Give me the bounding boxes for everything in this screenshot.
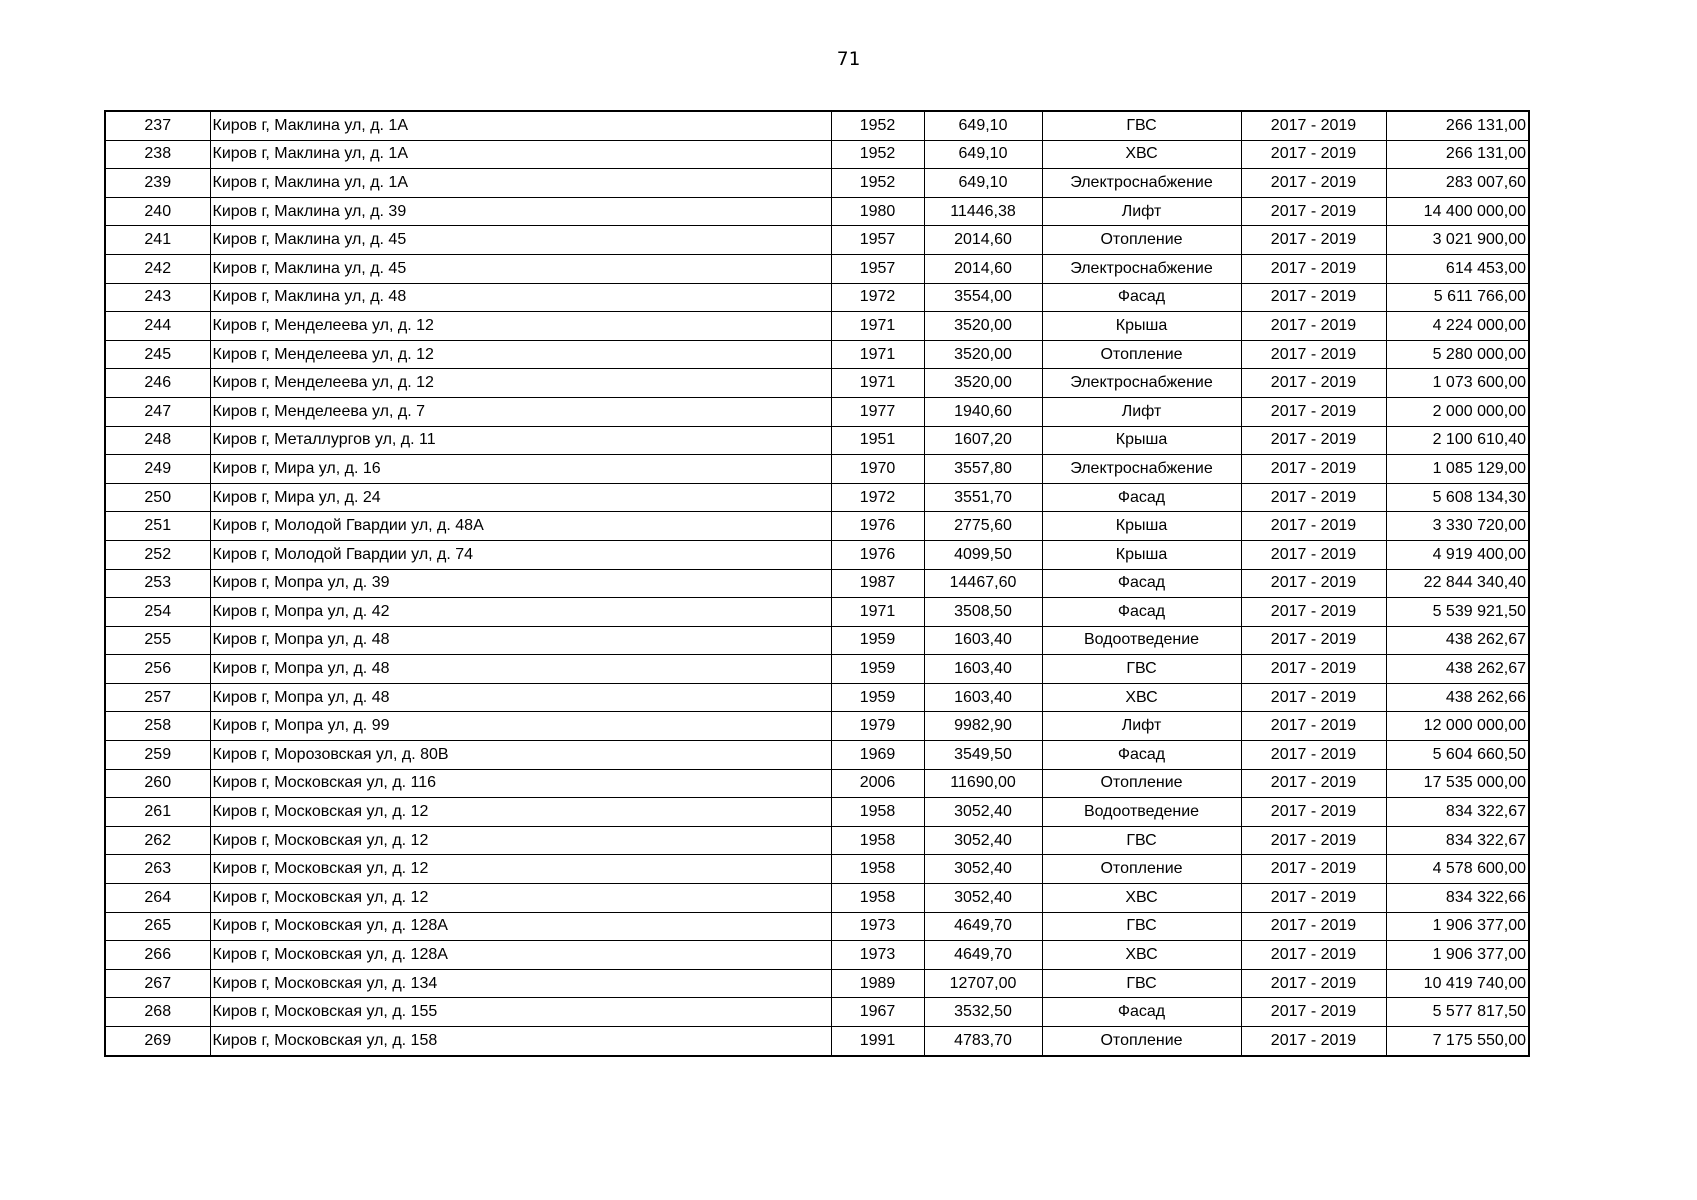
cost-cell: 1 906 377,00 bbox=[1386, 941, 1529, 970]
address-cell: Киров г, Маклина ул, д. 39 bbox=[210, 197, 831, 226]
build-year-cell: 1972 bbox=[831, 483, 924, 512]
address-cell: Киров г, Мопра ул, д. 99 bbox=[210, 712, 831, 741]
address-cell: Киров г, Морозовская ул, д. 80В bbox=[210, 741, 831, 770]
work-type-cell: ГВС bbox=[1042, 912, 1241, 941]
build-year-cell: 1971 bbox=[831, 312, 924, 341]
area-cell: 4099,50 bbox=[924, 540, 1042, 569]
row-number-cell: 252 bbox=[105, 540, 210, 569]
period-cell: 2017 - 2019 bbox=[1241, 998, 1386, 1027]
build-year-cell: 1958 bbox=[831, 884, 924, 913]
address-cell: Киров г, Московская ул, д. 134 bbox=[210, 969, 831, 998]
table-row bbox=[105, 397, 1529, 426]
period-cell: 2017 - 2019 bbox=[1241, 426, 1386, 455]
row-number-cell: 253 bbox=[105, 569, 210, 598]
work-type-cell: Крыша bbox=[1042, 312, 1241, 341]
period-cell: 2017 - 2019 bbox=[1241, 769, 1386, 798]
work-type-cell: Отопление bbox=[1042, 226, 1241, 255]
table-row bbox=[105, 197, 1529, 226]
cost-cell: 1 085 129,00 bbox=[1386, 455, 1529, 484]
work-type-cell: Отопление bbox=[1042, 855, 1241, 884]
period-cell: 2017 - 2019 bbox=[1241, 912, 1386, 941]
row-number-cell: 260 bbox=[105, 769, 210, 798]
build-year-cell: 1958 bbox=[831, 826, 924, 855]
cost-cell: 283 007,60 bbox=[1386, 169, 1529, 198]
area-cell: 1603,40 bbox=[924, 626, 1042, 655]
table-row bbox=[105, 798, 1529, 827]
work-type-cell: Электроснабжение bbox=[1042, 369, 1241, 398]
area-cell: 649,10 bbox=[924, 169, 1042, 198]
page-number: 71 bbox=[837, 48, 860, 70]
row-number-cell: 237 bbox=[105, 111, 210, 140]
area-cell: 649,10 bbox=[924, 140, 1042, 169]
cost-cell: 438 262,66 bbox=[1386, 683, 1529, 712]
area-cell: 14467,60 bbox=[924, 569, 1042, 598]
row-number-cell: 267 bbox=[105, 969, 210, 998]
period-cell: 2017 - 2019 bbox=[1241, 884, 1386, 913]
address-cell: Киров г, Маклина ул, д. 45 bbox=[210, 226, 831, 255]
table-row bbox=[105, 712, 1529, 741]
cost-cell: 5 611 766,00 bbox=[1386, 283, 1529, 312]
period-cell: 2017 - 2019 bbox=[1241, 1027, 1386, 1056]
build-year-cell: 1976 bbox=[831, 540, 924, 569]
period-cell: 2017 - 2019 bbox=[1241, 712, 1386, 741]
table-row bbox=[105, 598, 1529, 627]
address-cell: Киров г, Московская ул, д. 128А bbox=[210, 941, 831, 970]
period-cell: 2017 - 2019 bbox=[1241, 941, 1386, 970]
table-row bbox=[105, 884, 1529, 913]
build-year-cell: 1980 bbox=[831, 197, 924, 226]
address-cell: Киров г, Мопра ул, д. 48 bbox=[210, 683, 831, 712]
period-cell: 2017 - 2019 bbox=[1241, 340, 1386, 369]
area-cell: 11446,38 bbox=[924, 197, 1042, 226]
row-number-cell: 262 bbox=[105, 826, 210, 855]
address-cell: Киров г, Мопра ул, д. 48 bbox=[210, 626, 831, 655]
area-cell: 3551,70 bbox=[924, 483, 1042, 512]
table-row bbox=[105, 226, 1529, 255]
build-year-cell: 1976 bbox=[831, 512, 924, 541]
work-type-cell: Электроснабжение bbox=[1042, 254, 1241, 283]
period-cell: 2017 - 2019 bbox=[1241, 569, 1386, 598]
area-cell: 3520,00 bbox=[924, 312, 1042, 341]
table-row bbox=[105, 998, 1529, 1027]
area-cell: 4649,70 bbox=[924, 912, 1042, 941]
cost-cell: 5 608 134,30 bbox=[1386, 483, 1529, 512]
table-row bbox=[105, 1027, 1529, 1056]
work-type-cell: Электроснабжение bbox=[1042, 455, 1241, 484]
cost-cell: 2 000 000,00 bbox=[1386, 397, 1529, 426]
area-cell: 2014,60 bbox=[924, 226, 1042, 255]
cost-cell: 834 322,66 bbox=[1386, 884, 1529, 913]
row-number-cell: 263 bbox=[105, 855, 210, 884]
period-cell: 2017 - 2019 bbox=[1241, 283, 1386, 312]
table-row bbox=[105, 512, 1529, 541]
area-cell: 1940,60 bbox=[924, 397, 1042, 426]
period-cell: 2017 - 2019 bbox=[1241, 397, 1386, 426]
period-cell: 2017 - 2019 bbox=[1241, 197, 1386, 226]
address-cell: Киров г, Маклина ул, д. 1А bbox=[210, 169, 831, 198]
address-cell: Киров г, Мопра ул, д. 48 bbox=[210, 655, 831, 684]
work-type-cell: Фасад bbox=[1042, 483, 1241, 512]
address-cell: Киров г, Молодой Гвардии ул, д. 74 bbox=[210, 540, 831, 569]
period-cell: 2017 - 2019 bbox=[1241, 798, 1386, 827]
period-cell: 2017 - 2019 bbox=[1241, 683, 1386, 712]
cost-cell: 3 021 900,00 bbox=[1386, 226, 1529, 255]
cost-cell: 17 535 000,00 bbox=[1386, 769, 1529, 798]
row-number-cell: 238 bbox=[105, 140, 210, 169]
work-type-cell: Крыша bbox=[1042, 512, 1241, 541]
area-cell: 3520,00 bbox=[924, 369, 1042, 398]
work-type-cell: Отопление bbox=[1042, 340, 1241, 369]
address-cell: Киров г, Менделеева ул, д. 12 bbox=[210, 340, 831, 369]
table-row bbox=[105, 941, 1529, 970]
cost-cell: 438 262,67 bbox=[1386, 655, 1529, 684]
row-number-cell: 243 bbox=[105, 283, 210, 312]
row-number-cell: 242 bbox=[105, 254, 210, 283]
build-year-cell: 1973 bbox=[831, 941, 924, 970]
table-row bbox=[105, 426, 1529, 455]
area-cell: 3508,50 bbox=[924, 598, 1042, 627]
work-type-cell: Отопление bbox=[1042, 1027, 1241, 1056]
cost-cell: 4 224 000,00 bbox=[1386, 312, 1529, 341]
area-cell: 3549,50 bbox=[924, 741, 1042, 770]
build-year-cell: 1971 bbox=[831, 340, 924, 369]
build-year-cell: 1977 bbox=[831, 397, 924, 426]
row-number-cell: 265 bbox=[105, 912, 210, 941]
table-row bbox=[105, 254, 1529, 283]
address-cell: Киров г, Московская ул, д. 128А bbox=[210, 912, 831, 941]
period-cell: 2017 - 2019 bbox=[1241, 483, 1386, 512]
table-row bbox=[105, 855, 1529, 884]
area-cell: 2014,60 bbox=[924, 254, 1042, 283]
period-cell: 2017 - 2019 bbox=[1241, 254, 1386, 283]
cost-cell: 5 577 817,50 bbox=[1386, 998, 1529, 1027]
address-cell: Киров г, Мира ул, д. 24 bbox=[210, 483, 831, 512]
period-cell: 2017 - 2019 bbox=[1241, 855, 1386, 884]
period-cell: 2017 - 2019 bbox=[1241, 369, 1386, 398]
area-cell: 1603,40 bbox=[924, 683, 1042, 712]
area-cell: 3052,40 bbox=[924, 798, 1042, 827]
build-year-cell: 1959 bbox=[831, 626, 924, 655]
area-cell: 9982,90 bbox=[924, 712, 1042, 741]
area-cell: 1607,20 bbox=[924, 426, 1042, 455]
area-cell: 3554,00 bbox=[924, 283, 1042, 312]
work-type-cell: Фасад bbox=[1042, 741, 1241, 770]
cost-cell: 614 453,00 bbox=[1386, 254, 1529, 283]
table-row bbox=[105, 340, 1529, 369]
row-number-cell: 268 bbox=[105, 998, 210, 1027]
work-type-cell: ХВС bbox=[1042, 941, 1241, 970]
area-cell: 4783,70 bbox=[924, 1027, 1042, 1056]
address-cell: Киров г, Мопра ул, д. 42 bbox=[210, 598, 831, 627]
area-cell: 649,10 bbox=[924, 111, 1042, 140]
work-type-cell: Фасад bbox=[1042, 569, 1241, 598]
work-type-cell: ХВС bbox=[1042, 140, 1241, 169]
work-type-cell: ХВС bbox=[1042, 884, 1241, 913]
period-cell: 2017 - 2019 bbox=[1241, 655, 1386, 684]
address-cell: Киров г, Менделеева ул, д. 12 bbox=[210, 312, 831, 341]
row-number-cell: 245 bbox=[105, 340, 210, 369]
area-cell: 3052,40 bbox=[924, 884, 1042, 913]
row-number-cell: 257 bbox=[105, 683, 210, 712]
cost-cell: 3 330 720,00 bbox=[1386, 512, 1529, 541]
row-number-cell: 261 bbox=[105, 798, 210, 827]
table-row bbox=[105, 769, 1529, 798]
address-cell: Киров г, Мопра ул, д. 39 bbox=[210, 569, 831, 598]
build-year-cell: 1951 bbox=[831, 426, 924, 455]
cost-cell: 5 604 660,50 bbox=[1386, 741, 1529, 770]
table-row bbox=[105, 369, 1529, 398]
cost-cell: 5 280 000,00 bbox=[1386, 340, 1529, 369]
period-cell: 2017 - 2019 bbox=[1241, 598, 1386, 627]
cost-cell: 834 322,67 bbox=[1386, 798, 1529, 827]
build-year-cell: 1989 bbox=[831, 969, 924, 998]
work-type-cell: Водоотведение bbox=[1042, 798, 1241, 827]
table-row bbox=[105, 912, 1529, 941]
table-row bbox=[105, 683, 1529, 712]
work-type-cell: Крыша bbox=[1042, 426, 1241, 455]
build-year-cell: 2006 bbox=[831, 769, 924, 798]
row-number-cell: 256 bbox=[105, 655, 210, 684]
area-cell: 3052,40 bbox=[924, 855, 1042, 884]
period-cell: 2017 - 2019 bbox=[1241, 540, 1386, 569]
cost-cell: 834 322,67 bbox=[1386, 826, 1529, 855]
table-row bbox=[105, 655, 1529, 684]
period-cell: 2017 - 2019 bbox=[1241, 226, 1386, 255]
table-row bbox=[105, 826, 1529, 855]
work-type-cell: ГВС bbox=[1042, 655, 1241, 684]
area-cell: 3052,40 bbox=[924, 826, 1042, 855]
area-cell: 12707,00 bbox=[924, 969, 1042, 998]
work-type-cell: Электроснабжение bbox=[1042, 169, 1241, 198]
table-row bbox=[105, 283, 1529, 312]
build-year-cell: 1957 bbox=[831, 254, 924, 283]
row-number-cell: 255 bbox=[105, 626, 210, 655]
work-type-cell: Фасад bbox=[1042, 283, 1241, 312]
work-type-cell: Водоотведение bbox=[1042, 626, 1241, 655]
build-year-cell: 1967 bbox=[831, 998, 924, 1027]
cost-cell: 1 906 377,00 bbox=[1386, 912, 1529, 941]
address-cell: Киров г, Маклина ул, д. 45 bbox=[210, 254, 831, 283]
cost-cell: 10 419 740,00 bbox=[1386, 969, 1529, 998]
table-row bbox=[105, 140, 1529, 169]
row-number-cell: 250 bbox=[105, 483, 210, 512]
register-table bbox=[104, 110, 1530, 1057]
table-row bbox=[105, 455, 1529, 484]
build-year-cell: 1979 bbox=[831, 712, 924, 741]
row-number-cell: 239 bbox=[105, 169, 210, 198]
cost-cell: 4 919 400,00 bbox=[1386, 540, 1529, 569]
address-cell: Киров г, Московская ул, д. 116 bbox=[210, 769, 831, 798]
table-row bbox=[105, 569, 1529, 598]
build-year-cell: 1952 bbox=[831, 169, 924, 198]
work-type-cell: Лифт bbox=[1042, 712, 1241, 741]
row-number-cell: 241 bbox=[105, 226, 210, 255]
row-number-cell: 251 bbox=[105, 512, 210, 541]
cost-cell: 12 000 000,00 bbox=[1386, 712, 1529, 741]
address-cell: Киров г, Московская ул, д. 12 bbox=[210, 798, 831, 827]
work-type-cell: Лифт bbox=[1042, 197, 1241, 226]
address-cell: Киров г, Маклина ул, д. 48 bbox=[210, 283, 831, 312]
address-cell: Киров г, Менделеева ул, д. 7 bbox=[210, 397, 831, 426]
row-number-cell: 248 bbox=[105, 426, 210, 455]
cost-cell: 1 073 600,00 bbox=[1386, 369, 1529, 398]
area-cell: 1603,40 bbox=[924, 655, 1042, 684]
table-row bbox=[105, 169, 1529, 198]
address-cell: Киров г, Мира ул, д. 16 bbox=[210, 455, 831, 484]
area-cell: 11690,00 bbox=[924, 769, 1042, 798]
table-row bbox=[105, 483, 1529, 512]
build-year-cell: 1958 bbox=[831, 798, 924, 827]
cost-cell: 22 844 340,40 bbox=[1386, 569, 1529, 598]
build-year-cell: 1972 bbox=[831, 283, 924, 312]
period-cell: 2017 - 2019 bbox=[1241, 111, 1386, 140]
area-cell: 4649,70 bbox=[924, 941, 1042, 970]
build-year-cell: 1971 bbox=[831, 598, 924, 627]
period-cell: 2017 - 2019 bbox=[1241, 455, 1386, 484]
cost-cell: 266 131,00 bbox=[1386, 140, 1529, 169]
build-year-cell: 1973 bbox=[831, 912, 924, 941]
work-type-cell: Фасад bbox=[1042, 598, 1241, 627]
period-cell: 2017 - 2019 bbox=[1241, 140, 1386, 169]
row-number-cell: 269 bbox=[105, 1027, 210, 1056]
table-body bbox=[105, 111, 1529, 1056]
row-number-cell: 244 bbox=[105, 312, 210, 341]
table-row bbox=[105, 111, 1529, 140]
address-cell: Киров г, Московская ул, д. 12 bbox=[210, 884, 831, 913]
row-number-cell: 264 bbox=[105, 884, 210, 913]
work-type-cell: ГВС bbox=[1042, 111, 1241, 140]
table-row bbox=[105, 969, 1529, 998]
area-cell: 3557,80 bbox=[924, 455, 1042, 484]
build-year-cell: 1969 bbox=[831, 741, 924, 770]
work-type-cell: ГВС bbox=[1042, 969, 1241, 998]
build-year-cell: 1987 bbox=[831, 569, 924, 598]
build-year-cell: 1959 bbox=[831, 683, 924, 712]
address-cell: Киров г, Московская ул, д. 155 bbox=[210, 998, 831, 1027]
work-type-cell: Лифт bbox=[1042, 397, 1241, 426]
cost-cell: 5 539 921,50 bbox=[1386, 598, 1529, 627]
area-cell: 2775,60 bbox=[924, 512, 1042, 541]
cost-cell: 14 400 000,00 bbox=[1386, 197, 1529, 226]
table-row bbox=[105, 741, 1529, 770]
build-year-cell: 1959 bbox=[831, 655, 924, 684]
cost-cell: 266 131,00 bbox=[1386, 111, 1529, 140]
address-cell: Киров г, Металлургов ул, д. 11 bbox=[210, 426, 831, 455]
build-year-cell: 1991 bbox=[831, 1027, 924, 1056]
row-number-cell: 259 bbox=[105, 741, 210, 770]
row-number-cell: 247 bbox=[105, 397, 210, 426]
work-type-cell: Крыша bbox=[1042, 540, 1241, 569]
work-type-cell: Фасад bbox=[1042, 998, 1241, 1027]
row-number-cell: 246 bbox=[105, 369, 210, 398]
work-type-cell: Отопление bbox=[1042, 769, 1241, 798]
cost-cell: 4 578 600,00 bbox=[1386, 855, 1529, 884]
build-year-cell: 1971 bbox=[831, 369, 924, 398]
cost-cell: 7 175 550,00 bbox=[1386, 1027, 1529, 1056]
address-cell: Киров г, Молодой Гвардии ул, д. 48А bbox=[210, 512, 831, 541]
build-year-cell: 1970 bbox=[831, 455, 924, 484]
row-number-cell: 249 bbox=[105, 455, 210, 484]
build-year-cell: 1957 bbox=[831, 226, 924, 255]
table-row bbox=[105, 540, 1529, 569]
address-cell: Киров г, Маклина ул, д. 1А bbox=[210, 111, 831, 140]
table-row bbox=[105, 312, 1529, 341]
work-type-cell: ГВС bbox=[1042, 826, 1241, 855]
period-cell: 2017 - 2019 bbox=[1241, 969, 1386, 998]
build-year-cell: 1952 bbox=[831, 111, 924, 140]
cost-cell: 2 100 610,40 bbox=[1386, 426, 1529, 455]
period-cell: 2017 - 2019 bbox=[1241, 169, 1386, 198]
address-cell: Киров г, Московская ул, д. 158 bbox=[210, 1027, 831, 1056]
period-cell: 2017 - 2019 bbox=[1241, 312, 1386, 341]
row-number-cell: 258 bbox=[105, 712, 210, 741]
build-year-cell: 1952 bbox=[831, 140, 924, 169]
row-number-cell: 266 bbox=[105, 941, 210, 970]
address-cell: Киров г, Московская ул, д. 12 bbox=[210, 826, 831, 855]
work-type-cell: ХВС bbox=[1042, 683, 1241, 712]
period-cell: 2017 - 2019 bbox=[1241, 741, 1386, 770]
period-cell: 2017 - 2019 bbox=[1241, 512, 1386, 541]
table-row bbox=[105, 626, 1529, 655]
build-year-cell: 1958 bbox=[831, 855, 924, 884]
cost-cell: 438 262,67 bbox=[1386, 626, 1529, 655]
area-cell: 3520,00 bbox=[924, 340, 1042, 369]
address-cell: Киров г, Менделеева ул, д. 12 bbox=[210, 369, 831, 398]
address-cell: Киров г, Московская ул, д. 12 bbox=[210, 855, 831, 884]
period-cell: 2017 - 2019 bbox=[1241, 826, 1386, 855]
address-cell: Киров г, Маклина ул, д. 1А bbox=[210, 140, 831, 169]
row-number-cell: 254 bbox=[105, 598, 210, 627]
period-cell: 2017 - 2019 bbox=[1241, 626, 1386, 655]
row-number-cell: 240 bbox=[105, 197, 210, 226]
area-cell: 3532,50 bbox=[924, 998, 1042, 1027]
